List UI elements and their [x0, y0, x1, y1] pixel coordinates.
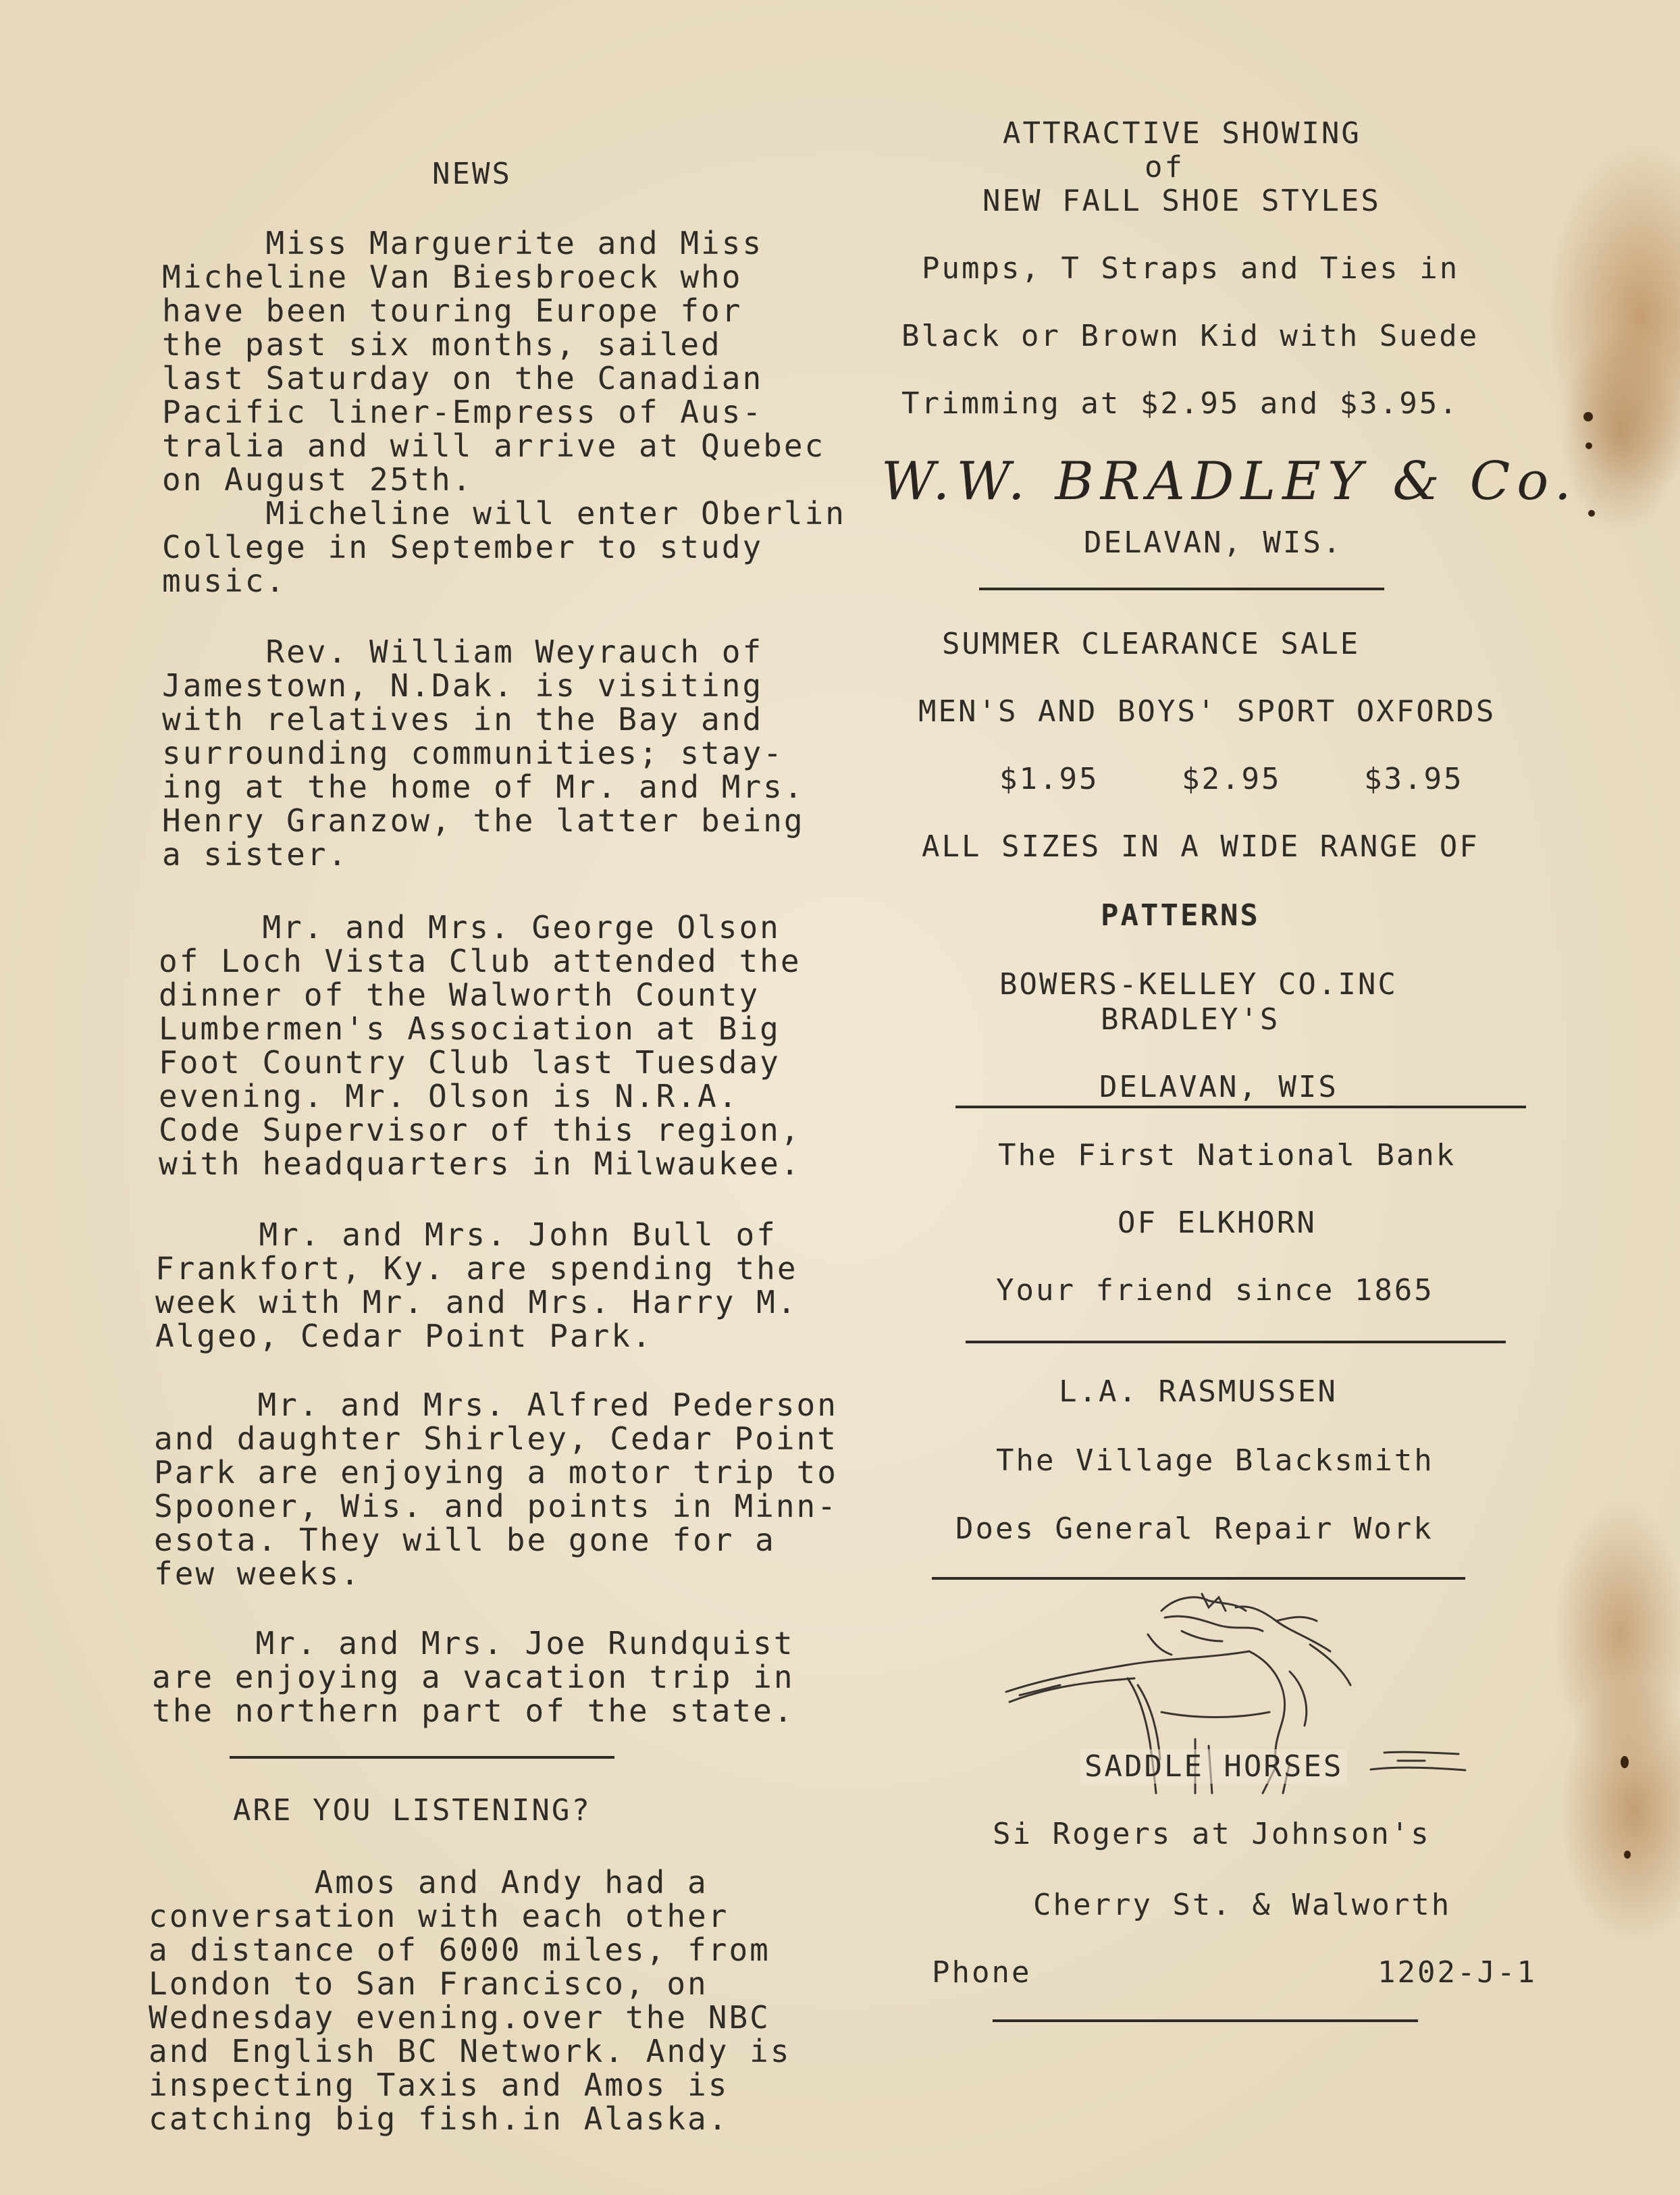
- clearance-price: $3.95: [1364, 762, 1464, 796]
- clearance-price: $2.95: [1182, 762, 1282, 796]
- news-item: Mr. and Mrs. Joe Rundquist are enjoying a vacation trip in the northern part of the state.: [152, 1625, 795, 1729]
- clearance-text: ALL SIZES IN A WIDE RANGE OF: [922, 829, 1479, 864]
- clearance-company: BOWERS-KELLEY CO.INC: [999, 967, 1398, 1002]
- saddle-horses-label: SADDLE HORSES: [1080, 1749, 1347, 1784]
- shoe-ad-text: Pumps, T Straps and Ties in: [922, 251, 1460, 286]
- burn-mark: [1585, 442, 1592, 449]
- horses-address: Cherry St. & Walworth: [1033, 1888, 1452, 1922]
- news-item: Mr. and Mrs. John Bull of Frankfort, Ky. are spending the week with Mr. and Mrs. Harry M. Algeo, Cedar Point Park.: [155, 1216, 798, 1354]
- clearance-text: MEN'S AND BOYS' SPORT OXFORDS: [918, 694, 1496, 729]
- clearance-price: $1.95: [999, 762, 1099, 796]
- burn-mark: [1621, 1756, 1629, 1768]
- burn-mark: [1624, 1851, 1631, 1859]
- divider-rule: [979, 588, 1384, 590]
- clearance-headline: SUMMER CLEARANCE SALE: [942, 627, 1361, 661]
- burn-mark: [1588, 510, 1595, 517]
- burn-mark: [1583, 412, 1593, 421]
- clearance-location: DELAVAN, WIS: [1099, 1070, 1338, 1104]
- blacksmith-name: L.A. RASMUSSEN: [1059, 1374, 1338, 1409]
- news-item: Mr. and Mrs. Alfred Pederson and daughter Shirley, Cedar Point Park are enjoying a motor trip to Spooner, Wis. and points in Minn- esota. They will be gone for a few weeks.: [154, 1387, 838, 1592]
- shoe-ad-text: Black or Brown Kid with Suede: [901, 319, 1479, 353]
- shoe-ad-subhead: NEW FALL SHOE STYLES: [982, 184, 1381, 218]
- news-item: Mr. and Mrs. George Olson of Loch Vista Club attended the dinner of the Walworth County Lumbermen's Association at Big Foot Country Club last Tuesday evening. Mr. Olson is N.R.A. Code Supervisor of this region, with headquarters in Milwaukee.: [159, 909, 802, 1182]
- shoe-ad-headline: ATTRACTIVE SHOWING: [1003, 116, 1361, 151]
- listening-text: Amos and Andy had a conversation with each other a distance of 6000 miles, from London to San Francisco, on Wednesday evening.over the NBC and English BC Network. Andy is inspecting Taxis and Amos is catching big fish.in Alaska.: [149, 1864, 791, 2137]
- phone-number: 1202-J-1: [1377, 1955, 1537, 1990]
- divider-rule: [955, 1106, 1526, 1108]
- bradley-signature: W.W. BRADLEY & Co.: [881, 451, 1578, 512]
- divider-rule: [993, 2019, 1418, 2022]
- shoe-ad-text: Trimming at $2.95 and $3.95.: [901, 386, 1459, 421]
- horses-contact: Si Rogers at Johnson's: [993, 1817, 1431, 1851]
- shoe-ad-of: of: [1145, 150, 1184, 184]
- bank-location: OF ELKHORN: [1118, 1206, 1317, 1240]
- clearance-text: PATTERNS: [1101, 898, 1260, 933]
- bank-name: The First National Bank: [998, 1138, 1456, 1172]
- news-heading: NEWS: [432, 157, 512, 191]
- blacksmith-service: Does General Repair Work: [955, 1512, 1434, 1546]
- clearance-company: BRADLEY'S: [1101, 1002, 1280, 1037]
- listening-heading: ARE YOU LISTENING?: [233, 1793, 592, 1828]
- news-item: Rev. William Weyrauch of Jamestown, N.Dak. is visiting with relatives in the Bay and surrounding communities; stay- ing at the home of Mr. and Mrs. Henry Granzow, the latter being a sister.: [162, 634, 805, 873]
- divider-rule: [230, 1756, 614, 1759]
- news-item: Miss Marguerite and Miss Micheline Van Biesbroeck who have been touring Europe for the past six months, sailed last Saturday on the Canadian Pacific liner-Empress of Aus- tralia and will arrive at Quebec on August 25th. Micheline will enter Oberlin College in September to study music.: [162, 225, 846, 599]
- shoe-ad-location: DELAVAN, WIS.: [1084, 525, 1343, 560]
- bank-slogan: Your friend since 1865: [996, 1273, 1434, 1308]
- divider-rule: [966, 1341, 1506, 1343]
- blacksmith-title: The Village Blacksmith: [996, 1443, 1434, 1478]
- phone-label: Phone: [932, 1955, 1032, 1990]
- divider-rule: [932, 1577, 1465, 1580]
